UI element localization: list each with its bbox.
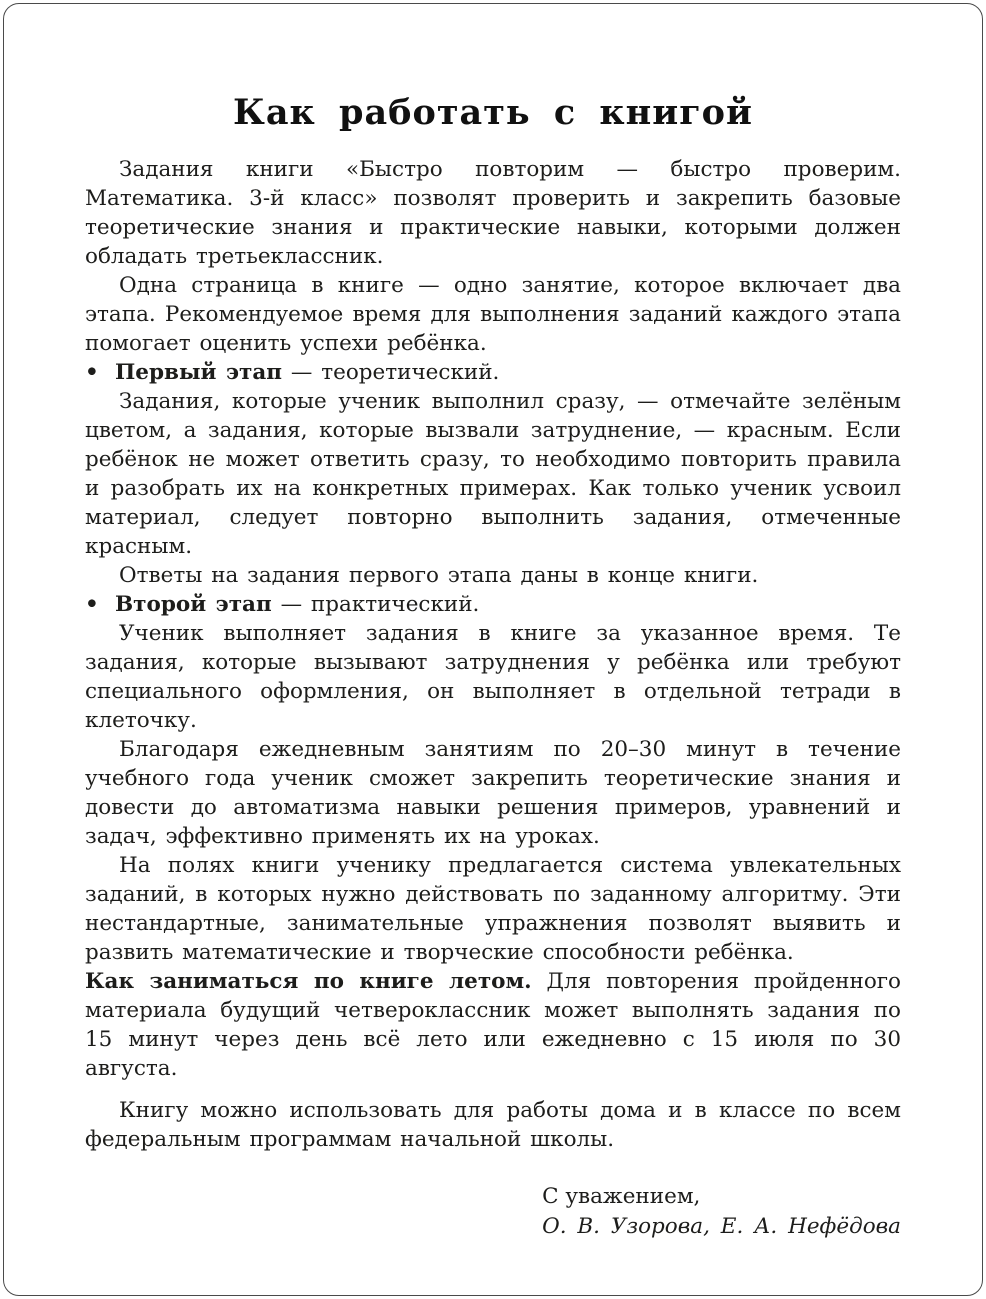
- text-run: Благодаря ежедневным занятиям по 20–30 минут в течение учебного года ученик сможет закрепить теоретические знания и довести до автоматизма навыки решения примеров, уравнений и задач, эффективно применять их на уроках.: [85, 737, 901, 849]
- page-title: Как работать с книгой: [233, 92, 753, 133]
- bold-text-run: Как заниматься по книге летом.: [85, 969, 532, 994]
- bold-text-run: Первый этап: [115, 360, 283, 385]
- bullet-icon: •: [85, 360, 99, 385]
- text-run: Книгу можно использовать для работы дома и в классе по всем федеральным программам начальной школы.: [85, 1098, 901, 1152]
- bullet-paragraph: [85, 358, 901, 387]
- text-run: — практический.: [271, 592, 480, 617]
- paragraph: [85, 1096, 901, 1154]
- paragraph: [85, 387, 901, 561]
- text-run: — теоретический.: [282, 360, 500, 385]
- paragraph: [85, 561, 901, 590]
- text-run: Ученик выполняет задания в книге за указанное время. Те задания, которые вызывают затруднения у ребёнка или требуют специального оформления, он выполняет в отдельной тетради в клеточку.: [85, 621, 901, 733]
- signature-block: [542, 1182, 901, 1242]
- text-run: Для повторения пройденного материала будущий четвероклассник может выполнять задания по 15 минут через день всё лето или ежедневно с 15 июля по 30 августа.: [85, 969, 901, 1081]
- page-content: [85, 92, 901, 1242]
- body-text: [85, 155, 901, 1154]
- bold-text-run: Второй этап: [115, 592, 272, 617]
- text-run: Задания, которые ученик выполнил сразу, — отмечайте зелёным цветом, а задания, которые вызвали затруднение, — красным. Если ребёнок не может ответить сразу, то необходимо повторить правила и разобрать их на конкретных примерах. Как только ученик усвоил материал, следует повторно выполнить задания, отмеченные красным.: [85, 389, 901, 559]
- bullet-paragraph: [85, 590, 901, 619]
- paragraph: [85, 735, 901, 851]
- text-run: Одна страница в книге — одно занятие, которое включает два этапа. Рекомендуемое время для выполнения заданий каждого этапа помогает оценить успехи ребёнка.: [85, 273, 901, 356]
- text-run: Задания книги «Быстро повторим — быстро проверим. Математика. 3-й класс» позволят проверить и закрепить базовые теоретические знания и практические навыки, которыми должен обладать третьеклассник.: [85, 157, 901, 269]
- paragraph: [85, 967, 901, 1083]
- paragraph: [85, 619, 901, 735]
- signature-salutation: С уважением,: [542, 1184, 701, 1209]
- signature-authors: О. В. Узорова, Е. А. Нефёдова: [542, 1214, 901, 1239]
- paragraph: [85, 271, 901, 358]
- text-run: Ответы на задания первого этапа даны в конце книги.: [119, 563, 759, 588]
- bullet-icon: •: [85, 592, 99, 617]
- text-run: На полях книги ученику предлагается система увлекательных заданий, в которых нужно действовать по заданному алгоритму. Эти нестандартные, занимательные упражнения позволят выявить и развить математические и творческие способности ребёнка.: [85, 853, 901, 965]
- paragraph: [85, 155, 901, 271]
- paragraph: [85, 851, 901, 967]
